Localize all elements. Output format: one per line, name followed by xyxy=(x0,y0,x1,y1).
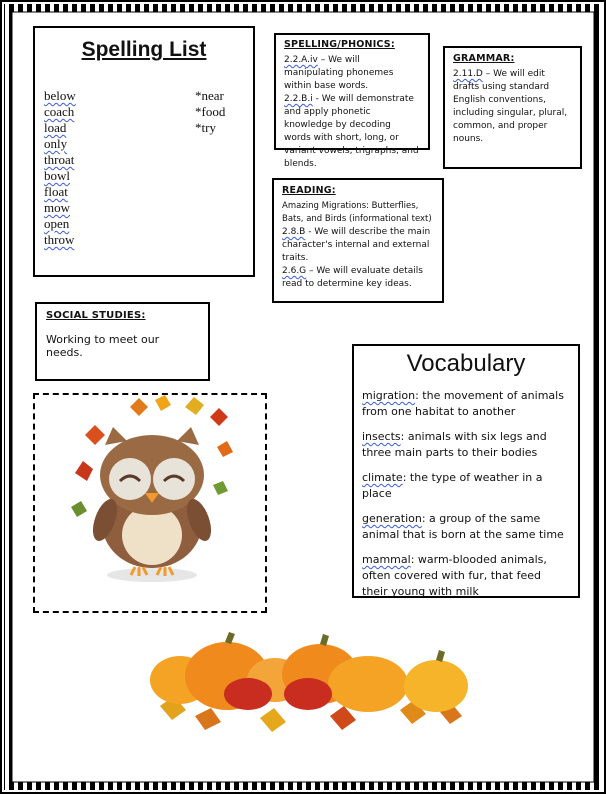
reading-text-title: Amazing Migrations: Butterflies, Bats, and Birds (informational text) xyxy=(282,201,432,224)
spelling-word: throat xyxy=(44,152,75,167)
spelling-word: bowl xyxy=(44,168,70,183)
social-studies-box xyxy=(35,302,210,381)
spelling-word-starred: *try xyxy=(195,120,216,135)
reading-standard-1: 2.8.B - We will describe the main character's internal and external traits. xyxy=(282,227,431,263)
spelling-word: only xyxy=(44,136,68,151)
spelling-word: throw xyxy=(44,232,75,247)
reading-box xyxy=(272,178,444,303)
grammar-box xyxy=(443,46,582,169)
spelling-word: float xyxy=(44,184,68,199)
vocab-item: generation: a group of the same animal that is born at the same time xyxy=(362,512,564,541)
phonics-standard-2: 2.2.B.i - We will demonstrate and apply phonetic knowledge by decoding words with short, long, or variant vowels, trigraphs, and blends. xyxy=(284,94,419,169)
vocab-item: climate: the type of weather in a place xyxy=(362,471,543,500)
reading-standard-2: 2.6.G – We will evaluate details read to determine key ideas. xyxy=(282,266,423,289)
owl-with-leaves-icon xyxy=(35,395,265,611)
spelling-title: Spelling List xyxy=(81,38,207,61)
vocabulary-box xyxy=(352,344,580,598)
reading-header: READING: xyxy=(282,185,336,196)
spelling-word: open xyxy=(44,216,70,231)
spelling-word: below xyxy=(44,88,76,103)
vocab-item: mammal: warm-blooded animals, often covered with fur, that feed their young with milk xyxy=(362,553,547,598)
grammar-standard: 2.11.D – We will edit drafts using standard English conventions, including singular, plural, common, and proper nouns. xyxy=(453,69,568,144)
spelling-word: mow xyxy=(44,200,70,215)
phonics-header: SPELLING/PHONICS: xyxy=(284,39,395,50)
spelling-word: load xyxy=(44,120,67,135)
grammar-header: GRAMMAR: xyxy=(453,53,515,64)
vocab-item: insects: animals with six legs and three main parts to their bodies xyxy=(362,430,547,459)
spelling-word: coach xyxy=(44,104,75,119)
social-studies-header: SOCIAL STUDIES: xyxy=(46,310,146,321)
vocabulary-title: Vocabulary xyxy=(406,350,526,377)
owl-frame xyxy=(33,393,267,613)
spelling-word-starred: *food xyxy=(195,104,226,119)
spelling-word-starred: *near xyxy=(195,88,224,103)
phonics-standard-1: 2.2.A.iv – We will manipulating phonemes within base words. xyxy=(284,55,394,91)
phonics-box xyxy=(274,33,430,169)
pumpkins-icon xyxy=(140,628,476,748)
social-studies-text: Working to meet our needs. xyxy=(46,333,160,359)
vocab-item: migration: the movement of animals from one habitat to another xyxy=(362,389,564,418)
spelling-list-box xyxy=(33,26,255,277)
